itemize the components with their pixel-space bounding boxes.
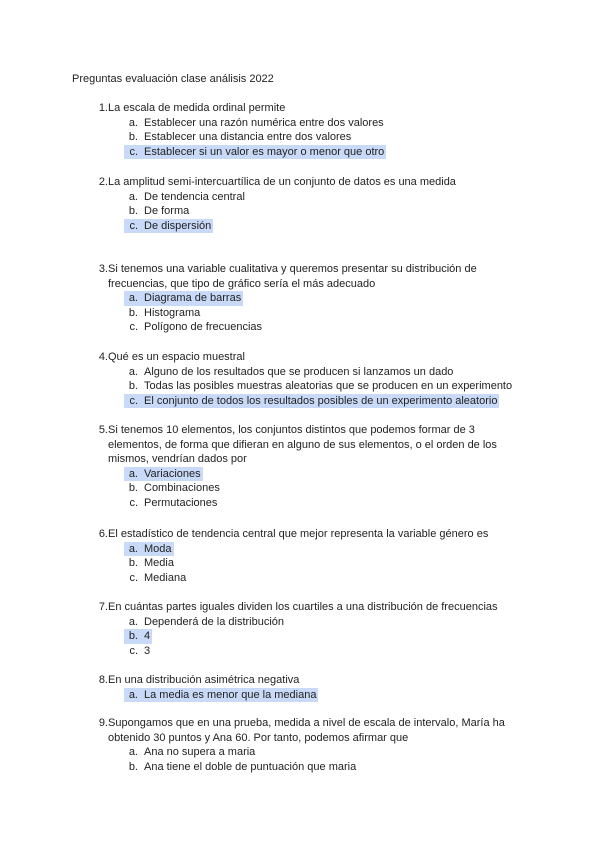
option-letter: a. <box>128 365 138 378</box>
option-text: Mediana <box>144 571 187 584</box>
answer-option <box>124 571 528 586</box>
option-letter: b. <box>128 306 138 319</box>
option-list <box>88 365 528 409</box>
option-text-highlighted: De dispersión <box>144 219 212 232</box>
option-letter: c. <box>129 145 138 158</box>
question-number: 7. <box>98 601 108 613</box>
answer-option <box>124 130 528 145</box>
option-text-highlighted: Variaciones <box>144 467 201 480</box>
question-text: En cuántas partes iguales dividen los cuartiles a una distribución de frecuencias <box>108 601 498 613</box>
option-text: Establecer una distancia entre dos valores <box>144 131 352 144</box>
option-letter: b. <box>128 630 138 643</box>
option-text: Ana no supera a maria <box>144 746 256 759</box>
question-3 <box>88 262 528 335</box>
option-letter: c. <box>129 219 138 232</box>
option-letter: a. <box>128 467 138 480</box>
question-number: 8. <box>98 674 108 686</box>
question-number: 5. <box>98 424 108 436</box>
option-list <box>88 745 528 774</box>
question-number: 2. <box>98 176 108 188</box>
option-list <box>88 190 528 234</box>
option-letter: b. <box>128 482 138 495</box>
option-letter: a. <box>128 116 138 129</box>
question-6 <box>88 527 528 585</box>
question-number: 3. <box>98 263 108 275</box>
option-text-highlighted: La media es menor que la mediana <box>144 688 317 701</box>
question-text: La escala de medida ordinal permite <box>108 102 286 114</box>
option-text: Histograma <box>144 306 201 319</box>
question-text: Si tenemos 10 elementos, los conjuntos distintos que podemos formar de 3 elementos, de forma que difieran en alguno de sus elementos, o el orden de los mismos, vendrían dados por <box>108 424 497 466</box>
question-number: 1. <box>98 102 108 114</box>
option-text-highlighted: Diagrama de barras <box>144 292 242 305</box>
question-text: El estadístico de tendencia central que mejor representa la variable género es <box>108 528 489 540</box>
option-text: Alguno de los resultados que se producen si lanzamos un dado <box>144 365 454 378</box>
answer-option <box>124 760 528 775</box>
option-list <box>88 542 528 586</box>
option-text: 3 <box>144 644 151 657</box>
question-text: La amplitud semi-intercuartílica de un conjunto de datos es una medida <box>108 176 456 188</box>
option-text: Permutaciones <box>144 496 218 509</box>
question-number: 9. <box>98 717 108 729</box>
option-letter: a. <box>128 615 138 628</box>
answer-option <box>124 556 528 571</box>
question-text: En una distribución asimétrica negativa <box>108 674 300 686</box>
question-number: 6. <box>98 528 108 540</box>
option-text: Ana tiene el doble de puntuación que maria <box>144 760 357 773</box>
option-text: De forma <box>144 205 190 218</box>
answer-option <box>124 306 528 321</box>
option-list <box>88 116 528 160</box>
answer-option <box>124 291 243 306</box>
document-title: Preguntas evaluación clase análisis 2022 <box>72 73 274 85</box>
option-text-highlighted: 4 <box>144 630 151 643</box>
option-text: Todas las posibles muestras aleatorias que se producen en un experimento <box>144 380 513 393</box>
option-letter: b. <box>128 557 138 570</box>
answer-option <box>124 496 528 511</box>
question-9 <box>88 716 528 774</box>
question-text: Si tenemos una variable cualitativa y queremos presentar su distribución de frecuencias, que tipo de gráfico sería el más adecuado <box>108 263 477 290</box>
answer-option <box>124 320 528 335</box>
option-text: Combinaciones <box>144 482 220 495</box>
option-letter: c. <box>129 496 138 509</box>
option-letter: b. <box>128 205 138 218</box>
option-text-highlighted: Moda <box>144 542 172 555</box>
option-letter: c. <box>129 394 138 407</box>
option-letter: a. <box>128 292 138 305</box>
answer-option <box>124 481 528 496</box>
option-letter: c. <box>129 644 138 657</box>
option-letter: a. <box>128 542 138 555</box>
option-letter: c. <box>129 571 138 584</box>
question-5 <box>88 423 528 511</box>
answer-option <box>124 365 528 380</box>
question-2 <box>88 175 528 233</box>
answer-option <box>124 219 213 234</box>
question-1 <box>88 101 528 159</box>
option-letter: b. <box>128 760 138 773</box>
question-text: Qué es un espacio muestral <box>108 351 245 363</box>
option-text: Polígono de frecuencias <box>144 321 263 334</box>
answer-option <box>124 190 528 205</box>
option-letter: c. <box>129 321 138 334</box>
answer-option <box>124 615 528 630</box>
option-letter: b. <box>128 380 138 393</box>
option-text: Media <box>144 557 174 570</box>
answer-option <box>124 379 528 394</box>
option-text: De tendencia central <box>144 190 245 203</box>
question-7 <box>88 600 528 658</box>
option-letter: a. <box>128 746 138 759</box>
answer-option <box>124 204 528 219</box>
answer-option <box>124 688 318 703</box>
question-number: 4. <box>98 351 108 363</box>
answer-option <box>124 145 386 160</box>
answer-option <box>124 745 528 760</box>
answer-option <box>124 629 152 644</box>
question-text: Supongamos que en una prueba, medida a nivel de escala de intervalo, María ha obtenido 30 puntos y Ana 60. Por tanto, podemos afirmar que <box>108 717 505 744</box>
option-list <box>88 467 528 511</box>
option-letter: a. <box>128 688 138 701</box>
option-letter: b. <box>128 131 138 144</box>
option-list <box>88 688 528 703</box>
option-list <box>88 291 528 335</box>
question-4 <box>88 350 528 408</box>
option-letter: a. <box>128 190 138 203</box>
answer-option <box>124 542 174 557</box>
answer-option <box>124 467 203 482</box>
question-8 <box>88 673 528 702</box>
option-text-highlighted: El conjunto de todos los resultados posibles de un experimento aleatorio <box>144 394 498 407</box>
option-text-highlighted: Establecer si un valor es mayor o menor que otro <box>144 145 385 158</box>
option-list <box>88 615 528 659</box>
option-text: Dependerá de la distribución <box>144 615 285 628</box>
answer-option <box>124 394 499 409</box>
answer-option <box>124 116 528 131</box>
answer-option <box>124 644 528 659</box>
option-text: Establecer una razón numérica entre dos valores <box>144 116 384 129</box>
